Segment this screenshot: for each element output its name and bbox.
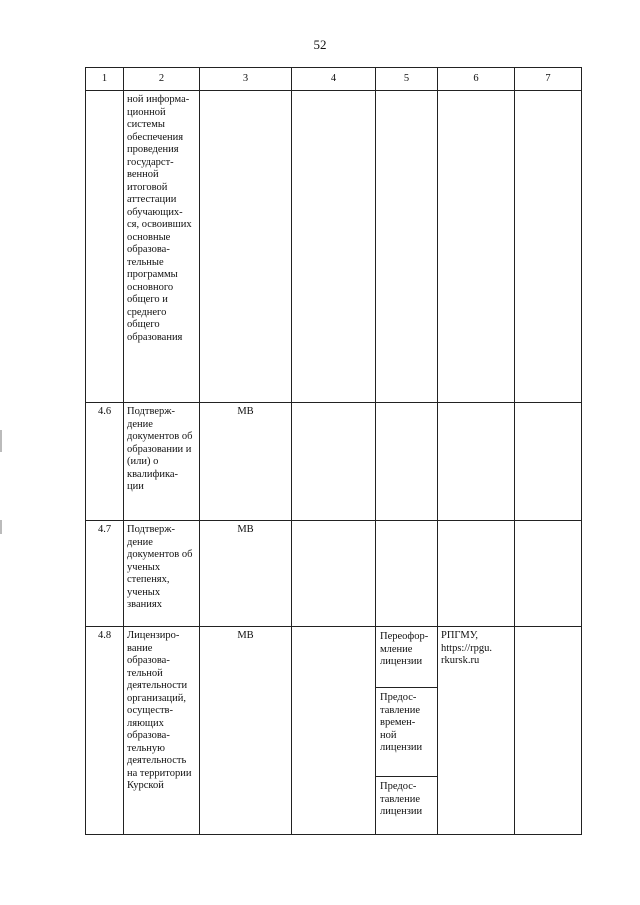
header-col-6: 6 — [438, 68, 515, 91]
header-col-7: 7 — [515, 68, 582, 91]
header-col-2: 2 — [124, 68, 200, 91]
header-col-4: 4 — [292, 68, 376, 91]
row-number: 4.7 — [86, 521, 124, 627]
table-row — [86, 91, 582, 403]
cell-col-4 — [292, 521, 376, 627]
table-row — [86, 627, 582, 835]
scan-edge-mark — [0, 430, 2, 452]
cell-col-4 — [292, 403, 376, 521]
cell-col-5 — [376, 91, 438, 403]
service-code: МВ — [200, 627, 292, 835]
subservice-item: Предос- тавление времен- ной лицензии — [376, 688, 437, 777]
subservice-cell — [376, 627, 438, 835]
service-code — [200, 91, 292, 403]
row-number: 4.8 — [86, 627, 124, 835]
row-number: 4.6 — [86, 403, 124, 521]
header-col-1: 1 — [86, 68, 124, 91]
table-row — [86, 403, 582, 521]
subservice-item: Предос- тавление лицензии — [380, 781, 423, 817]
service-name: ной информа- ционной системы обеспечения проведения государст- венной итоговой аттестации обучающих- ся, освоивших основные образова- тельные программы основного общего и среднего общего образования — [124, 91, 200, 403]
subservice-item: Переофор- мление лицензии — [376, 627, 437, 688]
header-col-3: 3 — [200, 68, 292, 91]
cell-col-6 — [438, 521, 515, 627]
service-name: Лицензиро- вание образова- тельной деятельности организаций, осуществ- ляющих образова- тельную деятельность на территории Курской — [124, 627, 200, 835]
cell-col-7 — [515, 91, 582, 403]
service-code: МВ — [200, 403, 292, 521]
cell-col-5 — [376, 521, 438, 627]
cell-col-7 — [515, 627, 582, 835]
table-header-row — [86, 68, 582, 91]
cell-col-7 — [515, 403, 582, 521]
cell-col-5 — [376, 403, 438, 521]
cell-col-7 — [515, 521, 582, 627]
service-name: Подтверж- дение документов об ученых степенях, ученых званиях — [124, 521, 200, 627]
cell-col-4 — [292, 91, 376, 403]
service-code: МВ — [200, 521, 292, 627]
services-table — [85, 67, 582, 835]
cell-col-6 — [438, 91, 515, 403]
cell-col-4 — [292, 627, 376, 835]
cell-col-6 — [438, 403, 515, 521]
header-col-5: 5 — [376, 68, 438, 91]
table-row — [86, 521, 582, 627]
scan-edge-mark — [0, 520, 2, 534]
service-name: Подтверж- дение документов об образовании и (или) о квалифика- ции — [124, 403, 200, 521]
row-number — [86, 91, 124, 403]
portal-cell: РПГМУ, https://rpgu. rkursk.ru — [438, 627, 515, 835]
page-number: 52 — [313, 37, 327, 52]
